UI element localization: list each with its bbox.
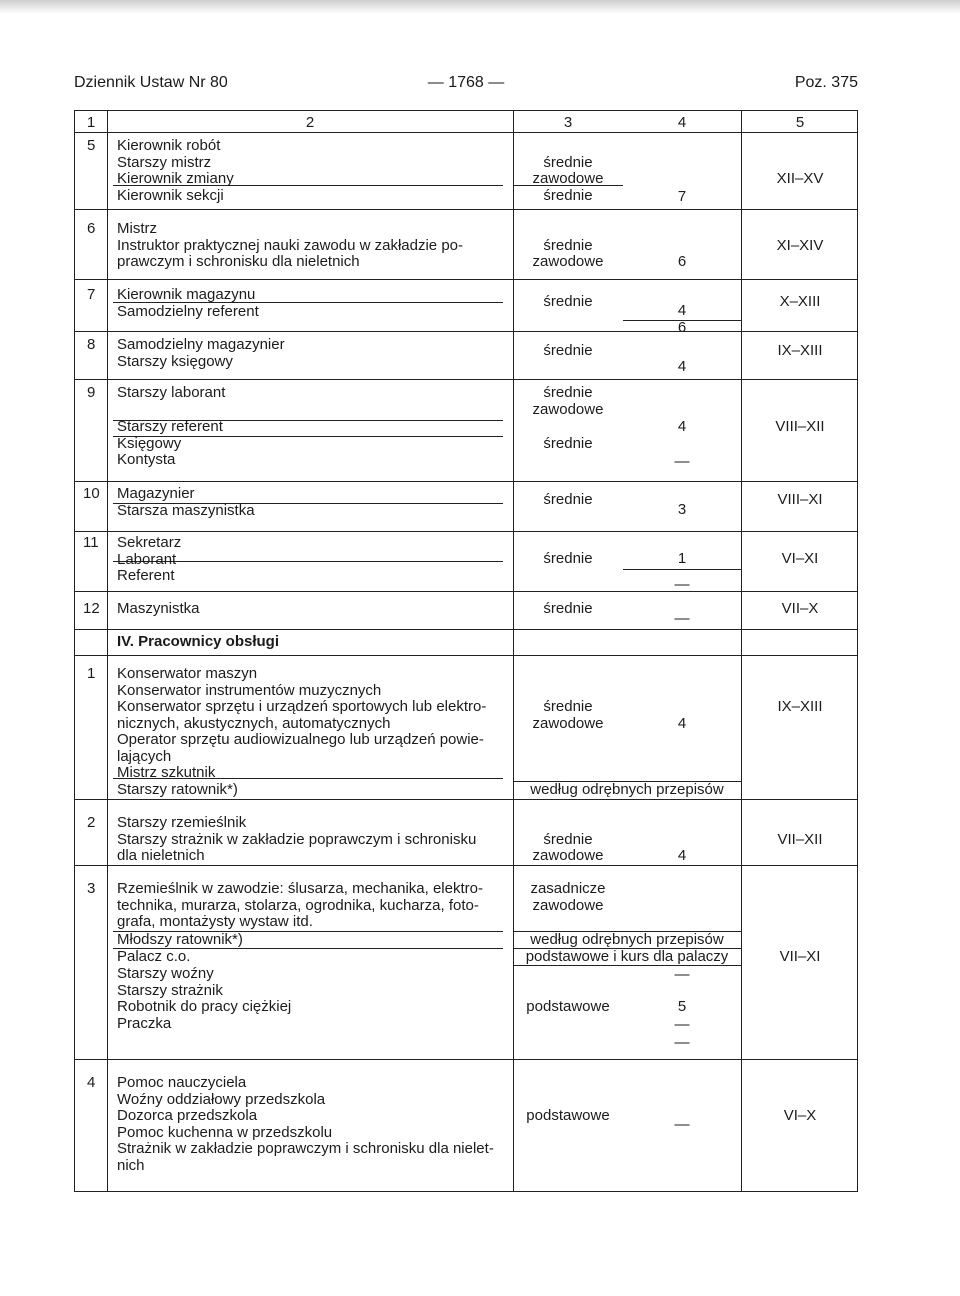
job-title: Kierownik sekcji (117, 186, 224, 204)
years-experience: 1 (677, 550, 687, 567)
job-title: Samodzielny referent (117, 302, 259, 320)
row-separator (75, 531, 857, 532)
education: zawodowe (532, 400, 604, 418)
job-title: Konserwator sprzętu i urządzeń sportowych lub elektro- (117, 698, 487, 715)
education: średnie (543, 186, 593, 204)
education: średnie (543, 153, 593, 171)
education: zawodowe (532, 847, 604, 864)
job-title: Konserwator instrumentów muzycznych (117, 681, 382, 699)
col-divider (107, 111, 108, 1191)
row-separator (75, 1059, 857, 1060)
education: podstawowe (526, 998, 610, 1015)
row-number: 4 (87, 1074, 96, 1091)
journal-title: Dziennik Ustaw Nr 80 (74, 74, 228, 91)
job-title: Maszynistka (117, 600, 200, 617)
education: podstawowe (526, 1107, 610, 1124)
education: średnie (543, 491, 593, 508)
job-title: Kontysta (117, 451, 176, 468)
years-experience: 3 (677, 501, 687, 518)
job-title: Starszy referent (117, 418, 223, 435)
years-experience: — (674, 1034, 690, 1051)
row-separator (75, 209, 857, 210)
job-title: Rzemieślnik w zawodzie: ślusarza, mechanika, elektro- (117, 880, 483, 897)
job-title: Strażnik w zakładzie poprawczym i schronisku dla nielet- (117, 1140, 494, 1157)
education: podstawowe i kurs dla palaczy (525, 948, 729, 965)
row-separator (75, 481, 857, 482)
job-title: Robotnik do pracy ciężkiej (117, 998, 292, 1015)
education: zasadnicze (530, 880, 606, 897)
row-number: 2 (87, 814, 96, 831)
education: zawodowe (532, 253, 604, 270)
years-experience: 4 (677, 847, 687, 864)
job-title: Starszy księgowy (117, 352, 233, 370)
education: średnie (543, 830, 593, 848)
pay-grade: VII–XI (779, 948, 821, 965)
education: średnie (543, 342, 593, 359)
section-title: IV. Pracownicy obsługi (117, 633, 279, 650)
row-number: 8 (87, 336, 96, 353)
job-title: Starszy strażnik (117, 981, 223, 999)
years-underline (623, 569, 741, 570)
years-experience: 5 (677, 998, 687, 1015)
row-number: 10 (83, 485, 100, 502)
job-title: Sekretarz (117, 534, 182, 551)
years-experience: 4 (677, 418, 687, 435)
years-experience: 6 (677, 319, 687, 336)
years-experience: 4 (677, 358, 687, 375)
job-title: Mistrz (117, 220, 157, 237)
job-title: grafa, montażysty wystaw itd. (117, 913, 313, 930)
special-rules: według odrębnych przepisów (530, 931, 724, 948)
job-title: Kierownik magazynu (117, 286, 256, 303)
col-header-3: 3 (563, 114, 573, 131)
years-experience: — (674, 576, 690, 593)
pay-grade: X–XIII (779, 293, 821, 310)
education: średnie (543, 550, 593, 567)
job-title: Instruktor praktycznej nauki zawodu w zakładzie po- (117, 236, 463, 254)
years-experience: 6 (677, 253, 687, 270)
page-number: — 1768 — (427, 74, 505, 91)
row-number: 1 (87, 665, 96, 682)
pay-grade: IX–XIII (777, 698, 823, 715)
position-number: Poz. 375 (794, 74, 858, 91)
job-title: Laborant (117, 550, 177, 568)
row-number: 6 (87, 220, 96, 237)
job-title: nicznych, akustycznych, automatycznych (117, 714, 391, 732)
job-title: Magazynier (117, 485, 195, 502)
education: średnie (543, 384, 593, 401)
job-title: dla nieletnich (117, 847, 205, 864)
scan-edge (0, 0, 960, 14)
education: zawodowe (532, 714, 604, 732)
job-title: Starsza maszynistka (117, 501, 255, 519)
job-title: Praczka (117, 1014, 172, 1032)
years-experience: 4 (677, 714, 687, 732)
education: średnie (543, 293, 593, 310)
pay-grade: IX–XIII (777, 342, 823, 359)
years-experience: — (674, 453, 690, 470)
row-separator (75, 279, 857, 280)
row-separator (75, 629, 857, 630)
years-experience: — (674, 1016, 690, 1033)
pay-grade: VII–X (781, 600, 819, 617)
education: zawodowe (532, 896, 604, 914)
col-header-5: 5 (795, 114, 805, 131)
education: średnie (543, 698, 593, 715)
job-title: technika, murarza, stolarza, ogrodnika, kucharza, foto- (117, 896, 479, 914)
pay-grade: VIII–XII (775, 418, 825, 435)
row-number: 3 (87, 880, 96, 897)
col-header-2: 2 (305, 114, 315, 131)
job-title: Konserwator maszyn (117, 665, 258, 682)
grade-table (74, 110, 858, 1192)
job-title: Operator sprzętu audiowizualnego lub urządzeń powie- (117, 731, 484, 748)
job-title: Kierownik zmiany (117, 170, 234, 187)
education: średnie (543, 236, 593, 254)
job-title: Palacz c.o. (117, 948, 191, 965)
job-title: Księgowy (117, 434, 182, 452)
row-number: 12 (83, 600, 100, 617)
col-header-1: 1 (86, 114, 96, 131)
row-separator (75, 865, 857, 866)
row-separator (75, 799, 857, 800)
header-rule (75, 132, 857, 133)
years-experience: 4 (677, 302, 687, 319)
job-title: Woźny oddziałowy przedszkola (117, 1090, 326, 1108)
pay-grade: XI–XIV (776, 236, 824, 254)
row-separator (75, 379, 857, 380)
page-header (74, 74, 858, 98)
pay-grade: VI–X (783, 1107, 817, 1124)
pay-grade: VIII–XI (777, 491, 823, 508)
special-rules: według odrębnych przepisów (530, 781, 724, 798)
pay-grade: VII–XII (777, 830, 823, 848)
education: średnie (543, 434, 593, 452)
col-header-4: 4 (677, 114, 687, 131)
job-title: nich (117, 1156, 145, 1174)
row-number: 11 (83, 534, 99, 551)
pay-grade: VI–XI (781, 550, 819, 567)
section-separator (75, 655, 857, 656)
job-title: Starszy woźny (117, 965, 214, 982)
job-title: Dozorca przedszkola (117, 1107, 258, 1124)
job-title: Starszy strażnik w zakładzie poprawczym i schronisku (117, 830, 477, 848)
job-title: Kierownik robót (117, 137, 221, 154)
job-title: Mistrz szkutnik (117, 764, 216, 781)
years-experience: 7 (677, 188, 687, 205)
years-experience: — (674, 1116, 690, 1133)
education: średnie (543, 600, 593, 617)
job-title: Młodszy ratownik*) (117, 931, 243, 948)
job-title: Pomoc kuchenna w przedszkolu (117, 1123, 333, 1141)
job-title: Starszy ratownik*) (117, 780, 238, 798)
years-experience: — (674, 610, 690, 627)
job-title: Starszy laborant (117, 384, 226, 401)
row-number: 7 (87, 286, 96, 303)
job-title: Starszy mistrz (117, 153, 212, 171)
row-number: 5 (87, 137, 96, 154)
col-divider (513, 111, 514, 1191)
job-title: Referent (117, 567, 175, 584)
job-title: prawczym i schronisku dla nieletnich (117, 253, 360, 270)
job-title: Pomoc nauczyciela (117, 1074, 247, 1091)
years-experience: — (674, 966, 690, 983)
row-number: 9 (87, 384, 96, 401)
education: zawodowe (532, 170, 604, 187)
job-title: Starszy rzemieślnik (117, 814, 247, 831)
pay-grade: XII–XV (776, 170, 824, 187)
job-title: lających (117, 747, 172, 765)
col-divider (741, 111, 742, 1191)
job-title: Samodzielny magazynier (117, 336, 285, 353)
